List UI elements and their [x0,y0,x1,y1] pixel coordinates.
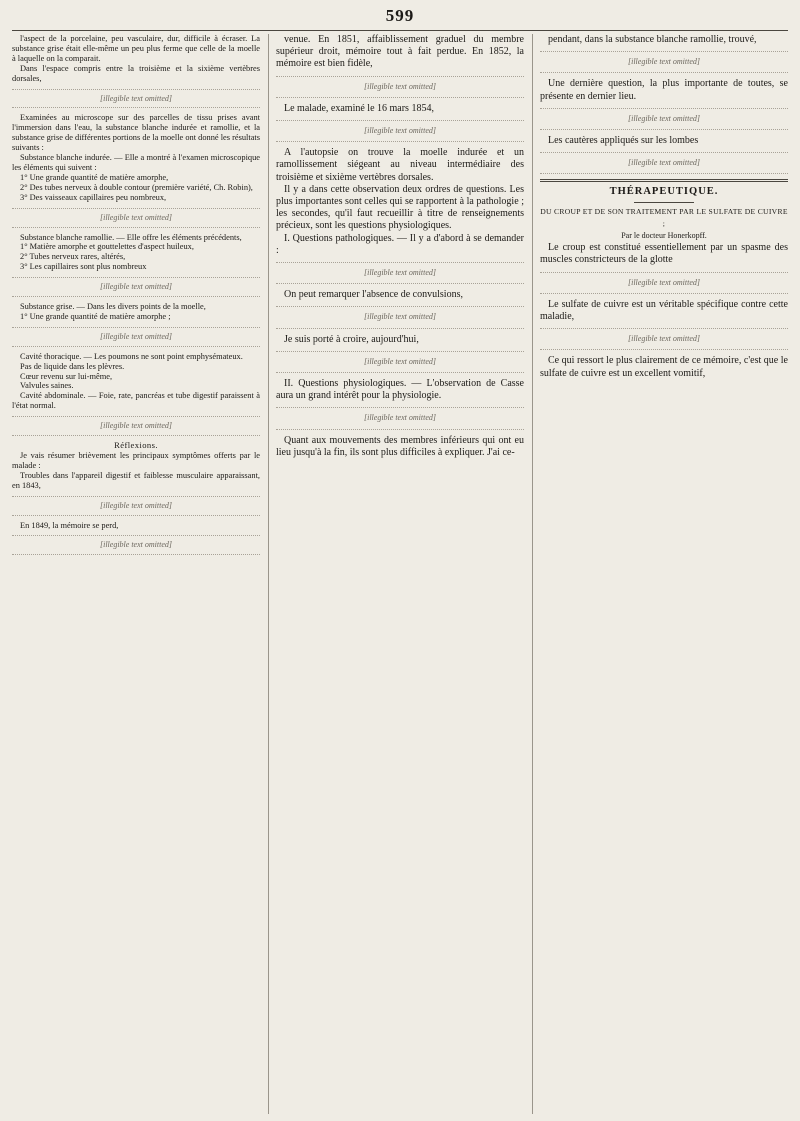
paragraph: l'aspect de la porcelaine, peu vasculaire, dur, difficile à écraser. La substance grise était elle-même un peu plus ferme que celle de la moelle à laquelle on la comparait. [12,34,260,63]
paragraph: Cœur revenu sur lui-même, [20,371,113,381]
paragraph: Valvules saines. [20,381,74,391]
article-byline: Par le docteur Honerkopff. [621,231,707,241]
middle-column [276,34,524,1114]
paragraph: Substance blanche ramollie. — Elle offre les éléments précédents, [20,232,242,242]
heading-rule [634,202,694,203]
paragraph: 2° Des tubes nerveux à double contour (première variété, Ch. Robin), [20,182,253,192]
right-column [540,34,788,1114]
omitted-text-marker: [illegible text omitted] [12,89,260,109]
omitted-text-marker: [illegible text omitted] [276,120,524,142]
page-number: 599 [385,6,415,25]
paragraph: Il y a dans cette observation deux ordres de questions. Les plus importantes sont celles qui se rapportent à la pathologie ; les secondes, qu'il faut recueillir à titre de renseignements précieux, sont les questions physiologiques. [276,183,524,232]
omitted-text-marker: [illegible text omitted] [12,416,260,436]
section-heading: THÉRAPEUTIQUE. [609,186,719,198]
paragraph: Dans l'espace compris entre la troisième et la sixième vertèbres dorsales, [12,63,260,83]
section-rule [540,179,788,182]
left-column [12,34,260,1114]
paragraph: Pas de liquide dans les plèvres. [20,361,125,371]
omitted-text-marker: [illegible text omitted] [276,407,524,429]
paragraph: 1° Une grande quantité de matière amorphe ; [20,311,171,321]
column-divider [532,34,533,1114]
paragraph: venue. En 1851, affaiblissement graduel du membre supérieur droit, mémoire tout à fait perdue. En 1852, la mémoire est bien fidèle, [276,34,524,70]
omitted-text-marker: [illegible text omitted] [12,535,260,555]
omitted-text-marker: [illegible text omitted] [12,277,260,297]
omitted-text-marker: [illegible text omitted] [540,51,788,73]
paragraph: En 1849, la mémoire se perd, [20,520,119,530]
section-heading: Réflexions. [114,440,158,451]
paragraph: Je vais résumer brièvement les principaux symptômes offerts par le malade : [12,451,260,470]
paragraph: 1° Matière amorphe et gouttelettes d'aspect huileux, [20,242,194,252]
paragraph: I. Questions pathologiques. — Il y a d'abord à se demander : [276,232,524,256]
omitted-text-marker: [illegible text omitted] [540,152,788,174]
omitted-text-marker: [illegible text omitted] [12,208,260,228]
paragraph: A l'autopsie on trouve la moelle indurée et un ramollissement siégeant au niveau intermédiaire des troisième et sixième vertèbres dorsales. [276,147,524,183]
omitted-text-marker: [illegible text omitted] [276,306,524,328]
paragraph: 1° Une grande quantité de matière amorphe, [20,172,169,182]
paragraph: Cavité abdominale. — Foie, rate, pancréas et tube digestif paraissent à l'état normal. [12,391,260,411]
omitted-text-marker: [illegible text omitted] [540,272,788,294]
omitted-text-marker: [illegible text omitted] [540,108,788,130]
paragraph: Substance grise. — Dans les divers points de la moelle, [20,302,206,312]
paragraph: Le malade, examiné le 16 mars 1854, [284,102,434,114]
paragraph: Troubles dans l'appareil digestif et faiblesse musculaire apparaissant, en 1843, [12,470,260,490]
paragraph: Les cautères appliqués sur les lombes [548,135,699,147]
omitted-text-marker: [illegible text omitted] [540,328,788,350]
omitted-text-marker: [illegible text omitted] [276,351,524,373]
paragraph: II. Questions physiologiques. — L'observation de Casse aura un grand intérêt pour la physiologie. [276,378,524,402]
paragraph: Le croup est constitué essentiellement par un spasme des muscles constricteurs de la glotte [540,242,788,266]
omitted-text-marker: [illegible text omitted] [276,76,524,98]
omitted-text-marker: [illegible text omitted] [12,496,260,516]
paragraph: Substance blanche indurée. — Elle a montré à l'examen microscopique les éléments qui suivent : [12,153,260,172]
paragraph: Examinées au microscope sur des parcelles de tissu prises avant l'immersion dans l'eau, la substance blanche indurée et ramollie, et la substance grise de différentes portions de la moelle ont donné les résultats suivants : [12,113,260,153]
header-rule [12,30,788,31]
paragraph: 3° Des vaisseaux capillaires peu nombreux, [20,192,167,202]
paragraph: On peut remarquer l'absence de convulsions, [284,289,463,301]
section-heading: DU CROUP ET DE SON TRAITEMENT PAR LE SULFATE DE CUIVRE ; [540,206,788,228]
paragraph: Le sulfate de cuivre est un véritable spécifique contre cette maladie, [540,298,788,323]
paragraph: pendant, dans la substance blanche ramollie, trouvé, [548,34,757,45]
paragraph: Je suis porté à croire, aujourd'hui, [284,333,419,345]
omitted-text-marker: [illegible text omitted] [12,327,260,347]
paragraph: Quant aux mouvements des membres inférieurs qui ont eu lieu jusqu'à la fin, ils sont plus difficiles à expliquer. J'ai ce- [276,434,524,458]
paragraph: Cavité thoracique. — Les poumons ne sont point emphysémateux. [20,351,243,361]
paragraph: Une dernière question, la plus importante de toutes, se présente en dernier lieu. [540,78,788,102]
omitted-text-marker: [illegible text omitted] [276,262,524,284]
column-divider [268,34,269,1114]
paragraph: Ce qui ressort le plus clairement de ce mémoire, c'est que le sulfate de cuivre est un excellent vomitif, [540,355,788,379]
paragraph: 2° Tubes nerveux rares, altérés, [20,252,126,262]
paragraph: 3° Les capillaires sont plus nombreux [20,262,147,272]
